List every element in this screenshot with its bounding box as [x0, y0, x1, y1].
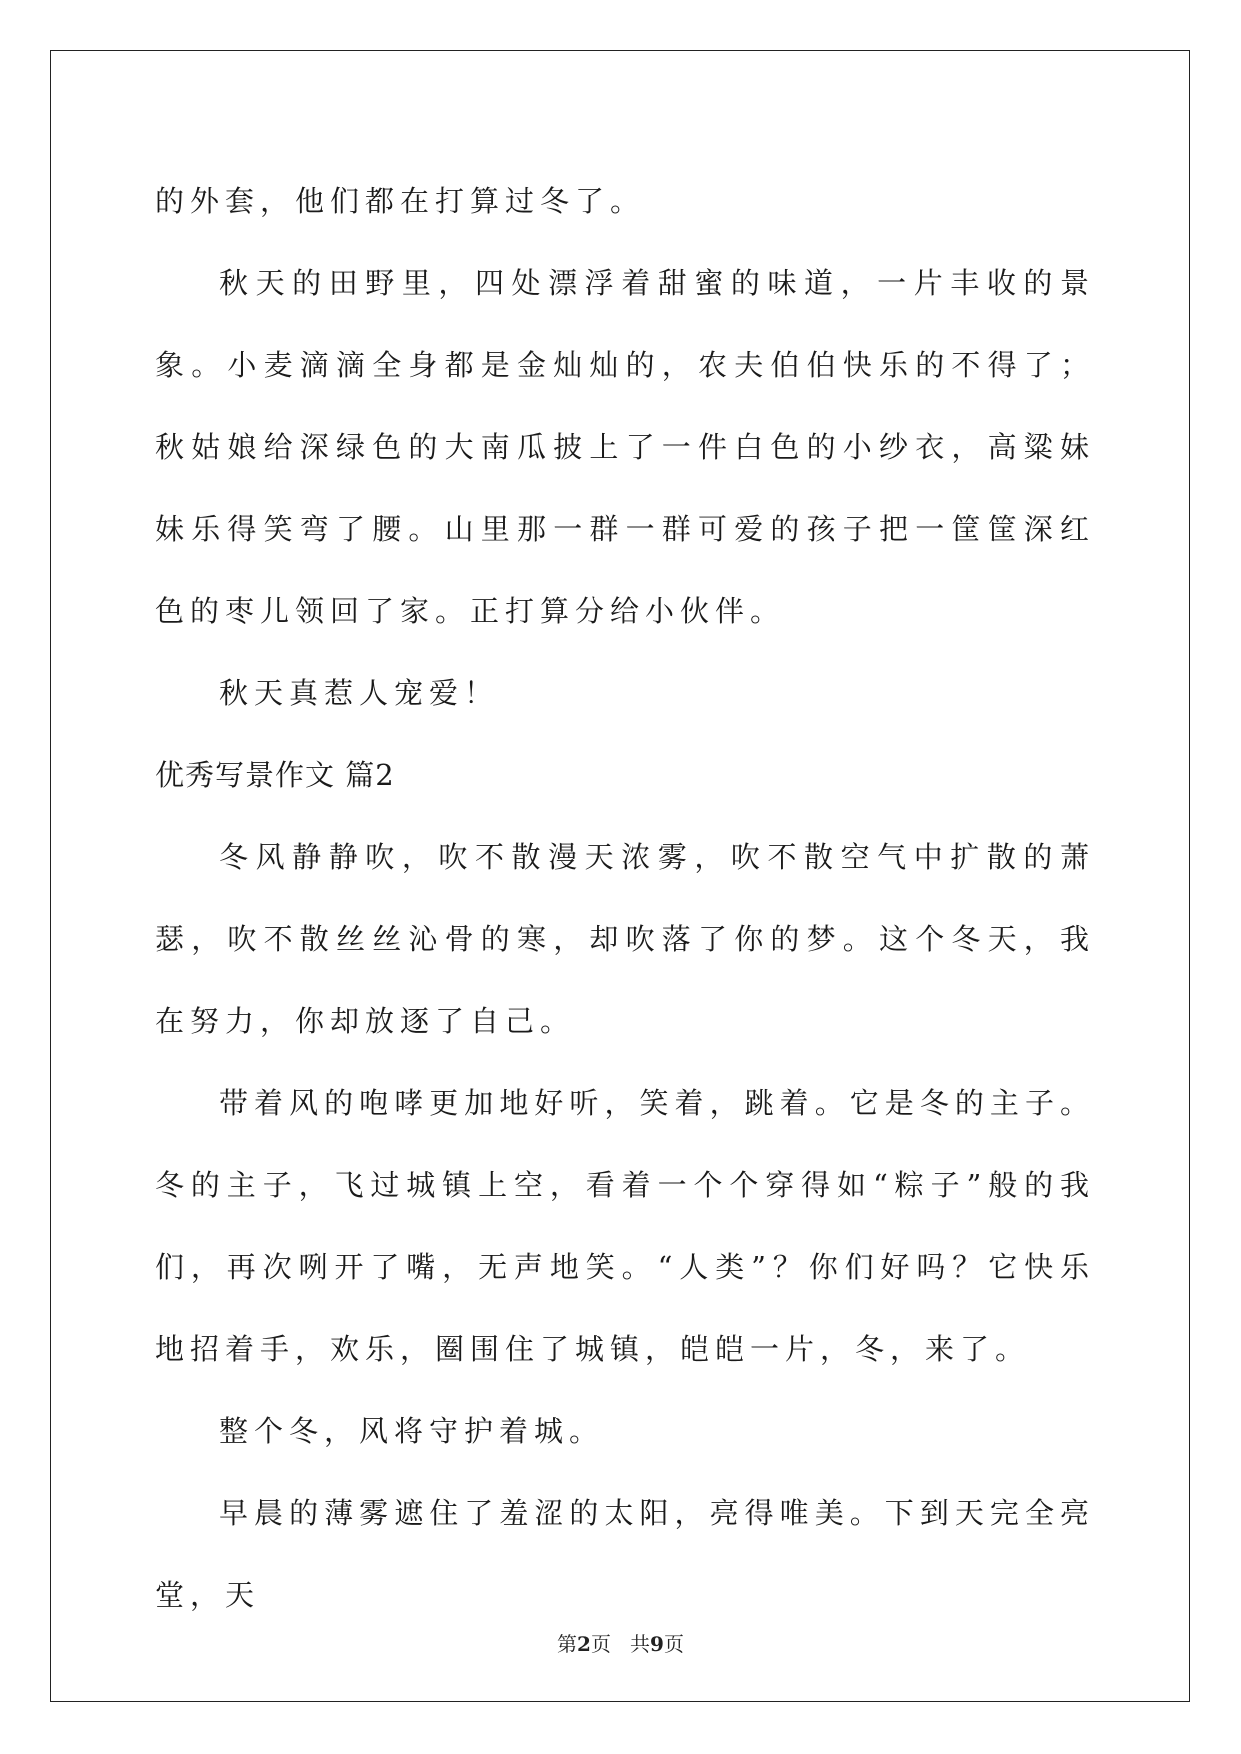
total-pages: 9 — [650, 1632, 664, 1656]
page-footer — [0, 1628, 1241, 1657]
paragraph: 秋天真惹人宠爱！ — [219, 676, 500, 710]
paragraph: 的外套，他们都在打算过冬了。 — [155, 184, 646, 218]
page-label-prefix: 第 — [557, 1632, 578, 1656]
total-label-suffix: 页 — [663, 1632, 684, 1656]
total-label-prefix: 共 — [630, 1632, 651, 1656]
paragraph: 带着风的咆哮更加地好听，笑着，跳着。它是冬的主子。冬的主子，飞过城镇上空，看着一个个穿得如“粽子”般的我们，再次咧开了嘴，无声地笑。“人类”？你们好吗？它快乐地招着手，欢乐，圈围住了城镇，皑皑一片，冬，来了。 — [155, 1086, 1095, 1366]
paragraph: 冬风静静吹，吹不散漫天浓雾，吹不散空气中扩散的萧瑟，吹不散丝丝沁骨的寒，却吹落了你的梦。这个冬天，我在努力，你却放逐了自己。 — [155, 840, 1095, 1038]
page-label-suffix: 页 — [590, 1632, 611, 1656]
paragraph: 整个冬，风将守护着城。 — [219, 1414, 605, 1448]
page-number: 2 — [577, 1632, 591, 1656]
document-body — [155, 160, 1095, 1636]
paragraph: 秋天的田野里，四处漂浮着甜蜜的味道，一片丰收的景象。小麦滴滴全身都是金灿灿的，农夫伯伯快乐的不得了；秋姑娘给深绿色的大南瓜披上了一件白色的小纱衣，高粱妹妹乐得笑弯了腰。山里那一群一群可爱的孩子把一筐筐深红色的枣儿领回了家。正打算分给小伙伴。 — [155, 266, 1095, 628]
section-heading: 优秀写景作文 篇2 — [155, 758, 395, 792]
paragraph: 早晨的薄雾遮住了羞涩的太阳，亮得唯美。下到天完全亮堂，天 — [155, 1496, 1095, 1612]
